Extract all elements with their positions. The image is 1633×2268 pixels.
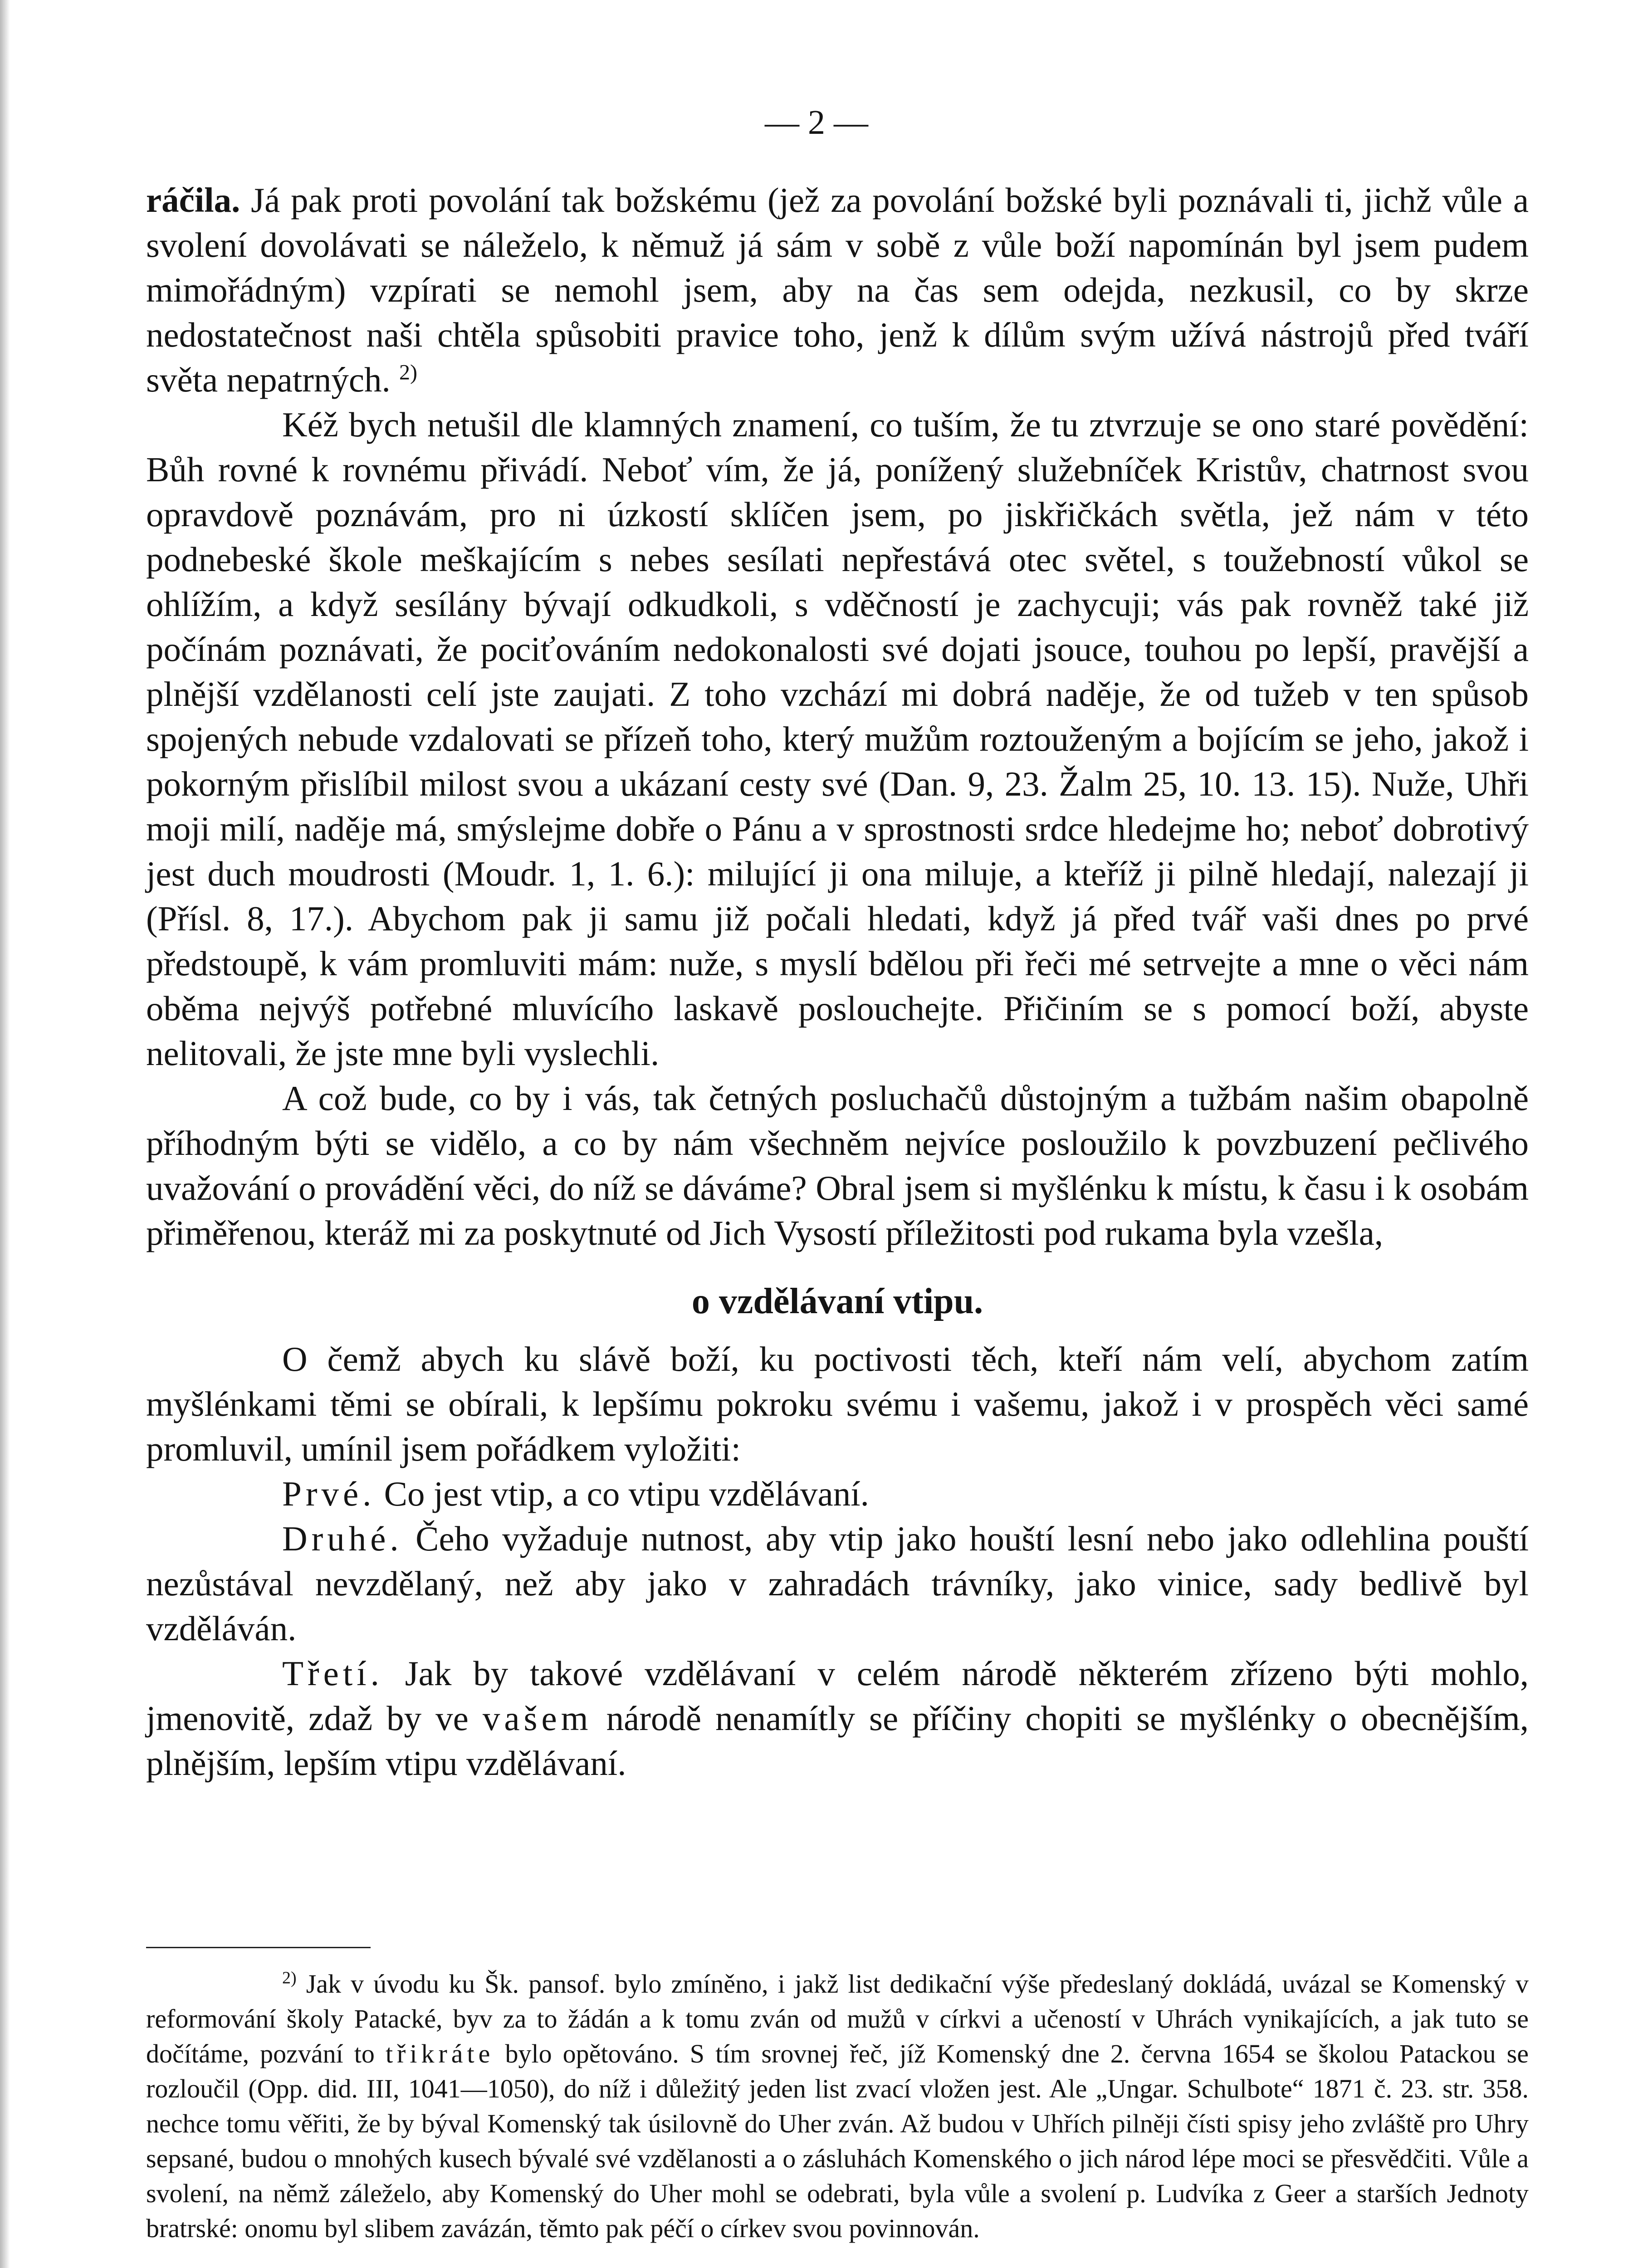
point-text: Co jest vtip, a co vtipu vzdělávaní. xyxy=(384,1474,869,1513)
footnote-divider xyxy=(146,1947,371,1948)
section-heading: o vzdělávaní vtipu. xyxy=(691,1281,983,1321)
point-label: Prvé. xyxy=(282,1474,376,1513)
footnote-emphasis: třikráte xyxy=(385,2039,494,2068)
paragraph-lead-word: ráčila. xyxy=(146,181,240,220)
point-text: Jak by takové vzdělávaní v celém národě některém zřízeno býti mohlo, jmenovitě, zdaž by ve xyxy=(146,1654,1529,1738)
point-first xyxy=(146,1471,1529,1516)
footnote xyxy=(146,1966,1529,2246)
paragraph-3: A což bude, co by i vás, tak četných posluchačů důstojným a tužbám našim obapolně příhodným býti se vidělo, a co by nám všechněm nejvíce posloužilo k povzbuzení pečlivého uvažování o provádění věci, do níž se dáváme? Obral jsem si myšlénku k místu, k času i k osobám přiměřenou, kteráž mi za poskytnuté od Jich Vysostí příležitosti pod rukama byla vzešla, xyxy=(146,1079,1529,1252)
footnote-reference: 2) xyxy=(399,360,418,385)
point-text: národě nenamítly se příčiny chopiti se myšlénky o obecnějším, plnějším, lepším vtipu vzdělávaní. xyxy=(146,1699,1529,1783)
footnote-text: bylo opětováno. S tím srovnej řeč, jíž Komenský dne 2. června 1654 se školou Patackou se rozloučil (Opp. did. III, 1041—1050), do níž i důležitý jeden list zvací vložen jest. Ale „Ungar. Schulbote“ 1871 č. 23. str. 358. nechce tomu věřiti, že by býval Komenský tak úsilovně do Uher zván. Až budou v Uhřích pilněji čísti spisy jeho zvláště pro Uhry sepsané, budou o mnohých kusech bývalé své vzdělanosti a o zásluhách Komenského o jich národ lépe moci se přesvědčiti. Vůle a svolení, na němž záleželo, aby Komenský do Uher mohl se odebrati, byla vůle a svolení p. Ludvíka z Geer a starších Jednoty bratrské: onomu byl slibem zavázán, těmto pak péčí o církev svou povinnován. xyxy=(146,2039,1529,2243)
point-text: Čeho vyžaduje nutnost, aby vtip jako houští lesní nebo jako odlehlina pouští nezůstával nevzdělaný, než aby jako v zahradách trávníky, jako vinice, sady bedlivě byl vzděláván. xyxy=(146,1519,1529,1648)
point-emphasis: vašem xyxy=(482,1699,592,1738)
paragraph-text: Já pak proti povolání tak božskému (jež za povolání božské byli poznávali ti, jichž vůle a svolení dovolávati se náleželo, k němuž já sám v sobě z vůle boží napomínán byl jsem pudem mimořádným) vzpírati se nemohl jsem, aby na čas sem odejda, nezkusil, co by skrze nedostatečnost naši chtěla spůsobiti pravice toho, jenž k dílům svým užívá nástrojů před tváří světa nepatrných. xyxy=(146,181,1529,399)
page-left-edge-shadow xyxy=(0,0,10,2268)
footnote-marker: 2) xyxy=(282,1968,297,1988)
main-text xyxy=(146,178,1529,1786)
paragraph-2: Kéž bych netušil dle klamných znamení, co tuším, že tu ztvrzuje se ono staré povědění: Bůh rovné k rovnému přivádí. Neboť vím, že já, ponížený služebníček Kristův, chatrnost svou opravdově poznávám, pro ni úzkostí sklíčen jsem, po jiskřičkách světla, jež nám v této podnebeské škole meškajícím s nebes sesílati nepřestává otec světel, s toužebností vůkol se ohlížím, a když sesílány bývají odkudkoli, s vděčností je zachycuji; vás pak rovněž také již počínám poznávati, že pociťováním nedokonalosti své dojati jsouce, touhou po lepší, pravější a plnější vzdělanosti celí jste zaujati. Z toho vzchází mi dobrá naděje, že od tužeb v ten spůsob spojených nebude vzdalovati se přízeň toho, který mužům roztouženým a bojícím se jeho, jakož i pokorným přislíbil milost svou a ukázaní cesty své (Dan. 9, 23. Žalm 25, 10. 13. 15). Nuže, Uhři moji milí, naděje má, smýslejme dobře o Pánu a v sprostnosti srdce hledejme ho; neboť dobrotivý jest duch moudrosti (Moudr. 1, 1. 6.): milující ji ona miluje, a kteříž ji pilně hledají, nalezají ji (Přísl. 8, 17.). Abychom pak ji samu již počali hledati, když já před tvář vaši dnes po prvé předstoupě, k vám promluviti mám: nuže, s myslí bdělou při řeči mé setrvejte a mne o věci nám oběma nejvýš potřebné mluvícího laskavě poslouchejte. Přičiním se s pomocí boží, abyste nelitovali, že jste mne byli vyslechli. xyxy=(146,405,1529,1073)
point-label: Třetí. xyxy=(282,1654,383,1693)
paragraph-1 xyxy=(146,178,1529,402)
footnote-text: Jak v úvodu ku Šk. pansof. bylo zmíněno, i jakž list dedikační výše předeslaný dokládá, uvázal se Komenský v reformování školy Patacké, byv za to žádán a k tomu zván od mužů v církvi a učeností v Uhrách vynikajících, a jak tuto se dočítáme, pozvání to xyxy=(146,1969,1529,2068)
point-label: Druhé. xyxy=(282,1519,403,1558)
intro-paragraph: O čemž abych ku slávě boží, ku poctivosti těch, kteří nám velí, abychom zatím myšlénkami těmi se obírali, k lepšímu pokroku svému i vašemu, jakož i v prospěch věci samé promluvil, umínil jsem pořádkem vyložiti: xyxy=(146,1339,1529,1468)
page-number: — 2 — xyxy=(765,103,868,142)
point-second xyxy=(146,1516,1529,1651)
point-third xyxy=(146,1651,1529,1786)
